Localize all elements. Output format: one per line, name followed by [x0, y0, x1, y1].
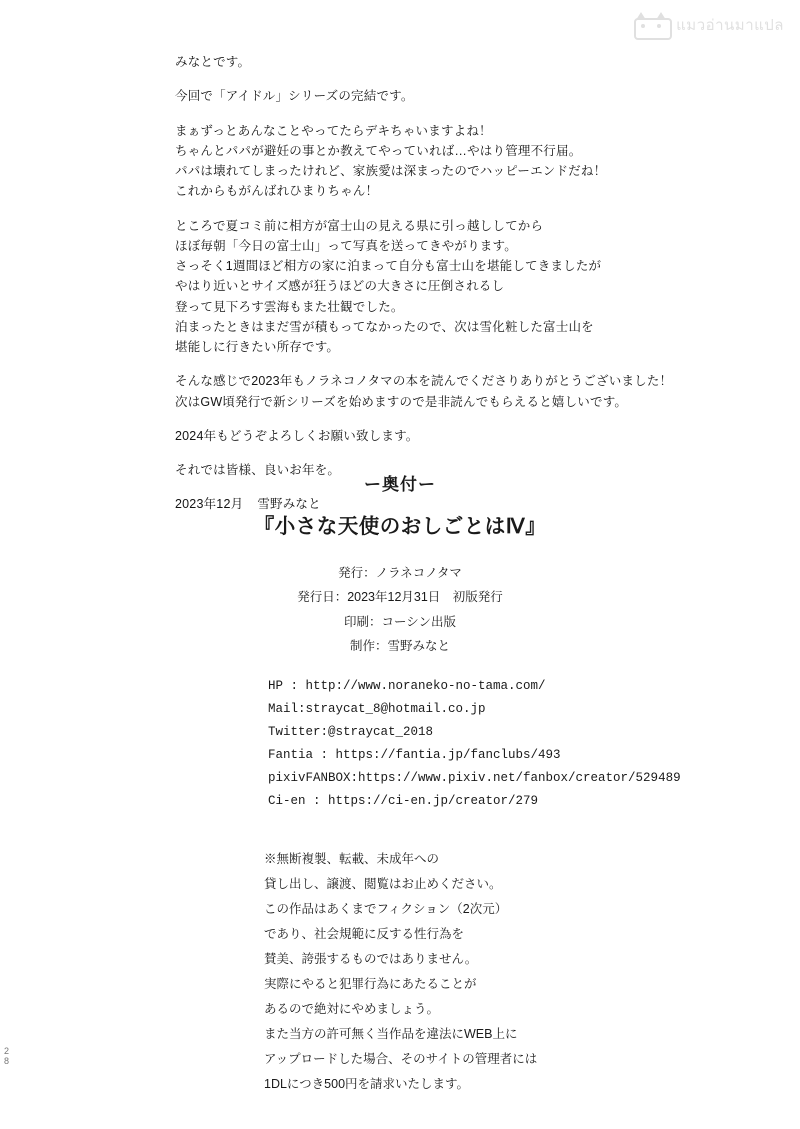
link-line-hp[interactable]: HP : http://www.noraneko-no-tama.com/ — [268, 678, 546, 693]
afterword-line: さっそく1週間ほど相方の家に泊まって自分も富士山を堪能してきましたが — [175, 259, 602, 273]
afterword-line: 次はGW頃発行で新シリーズを始めますので是非読んでもらえると嬉しいです。 — [175, 394, 628, 409]
page-number-line-1: 2 — [4, 1046, 10, 1057]
notice-line: また当方の許可無く当作品を違法にWEB上に — [264, 1027, 518, 1042]
page-number-line-2: 8 — [4, 1056, 10, 1067]
credit-line: 印刷：コーシン出版 — [344, 614, 456, 629]
afterword-paragraph — [175, 371, 735, 412]
afterword-line: ところで夏コミ前に相方が富士山の見える県に引っ越ししてから — [175, 218, 544, 233]
credit-line: 発行日：2023年12月31日 初版発行 — [297, 590, 503, 605]
watermark-text: แมวอ่านมาแปล — [676, 17, 784, 34]
link-line-twitter[interactable]: Twitter:@straycat_2018 — [268, 724, 434, 739]
notice-line: であり、社会規範に反する性行為を — [264, 927, 465, 942]
afterword-line: ちゃんとパパが避妊の事とか教えてやっていれば…やはり管理不行届。 — [175, 143, 582, 158]
notice-line: この作品はあくまでフィクション（2次元） — [264, 902, 508, 917]
afterword-line: それでは皆様、良いお年を。 — [175, 463, 341, 477]
colophon-title: 『小さな天使のおしごとはⅣ』 — [253, 515, 547, 538]
afterword-line: みなとです。 — [175, 55, 251, 69]
notice-line: 実際にやると犯罪行為にあたることが — [264, 977, 477, 992]
watermark — [632, 12, 784, 38]
afterword-line: パパは壊れてしまったけれど、家族愛は深まったのでハッピーエンドだね！ — [175, 164, 607, 178]
afterword-paragraph — [175, 426, 735, 446]
afterword-line: やはり近いとサイズ感が狂うほどの大きさに圧倒されるし — [175, 279, 505, 294]
notice-line: 貸し出し、譲渡、閲覧はお止めください。 — [264, 877, 502, 892]
link-line-fantia[interactable]: Fantia : https://fantia.jp/fanclubs/493 — [268, 747, 561, 762]
afterword-line: 今回で「アイドル」シリーズの完結です。 — [175, 89, 414, 104]
notice-line: 1DLにつき500円を請求いたします。 — [264, 1077, 470, 1092]
colophon-section — [0, 470, 800, 1097]
afterword-line: まぁずっとあんなことやってたらデキちゃいますよね！ — [175, 123, 492, 138]
notice-line: アップロードした場合、そのサイトの管理者には — [264, 1052, 538, 1067]
credit-line: 制作：雪野みなと — [349, 639, 450, 654]
afterword-line: そんな感じで2023年もノラネコノタマの本を読んでくださりありがとうございました！ — [175, 374, 673, 389]
afterword-paragraph — [175, 52, 735, 72]
notice-line: ※無断複製、転載、未成年への — [264, 852, 440, 867]
afterword-line: 泊まったときはまだ雪が積もってなかったので、次は雪化粧した富士山を — [175, 319, 594, 334]
afterword-paragraph — [175, 121, 735, 202]
page-number — [4, 1047, 9, 1067]
afterword-line: 登って見下ろす雲海もまた壮観でした。 — [175, 299, 404, 314]
afterword-body — [175, 52, 735, 529]
cat-face-icon — [632, 12, 670, 38]
signature-date: 2023年12月 — [175, 497, 244, 512]
signature-name: 雪野みなと — [257, 497, 321, 512]
notice-line: 賛美、誇張するものではありません。 — [264, 952, 478, 967]
afterword-line: 堪能しに行きたい所存です。 — [175, 340, 340, 354]
link-line-cien[interactable]: Ci-en : https://ci-en.jp/creator/279 — [268, 794, 539, 809]
credit-line: 発行：ノラネコノタマ — [338, 566, 462, 580]
colophon-links — [0, 675, 800, 814]
afterword-line: ほぼ毎朝「今日の富士山」って写真を送ってきやがります。 — [175, 238, 517, 253]
colophon-notice — [0, 847, 800, 1097]
afterword-paragraph — [175, 86, 735, 106]
afterword-line: 2024年もどうぞよろしくお願い致します。 — [175, 428, 419, 443]
link-line-fanbox[interactable]: pixivFANBOX:https://www.pixiv.net/fanbox/creator/529489 — [268, 771, 681, 785]
afterword-line: これからもがんばれひまりちゃん！ — [175, 184, 379, 199]
afterword-paragraph — [175, 216, 735, 358]
colophon-heading: ー奥付ー — [364, 475, 436, 494]
notice-line: あるので絶対にやめましょう。 — [264, 1002, 440, 1017]
link-line-mail[interactable]: Mail:straycat_8@hotmail.co.jp — [268, 701, 486, 716]
colophon-credits — [0, 561, 800, 659]
